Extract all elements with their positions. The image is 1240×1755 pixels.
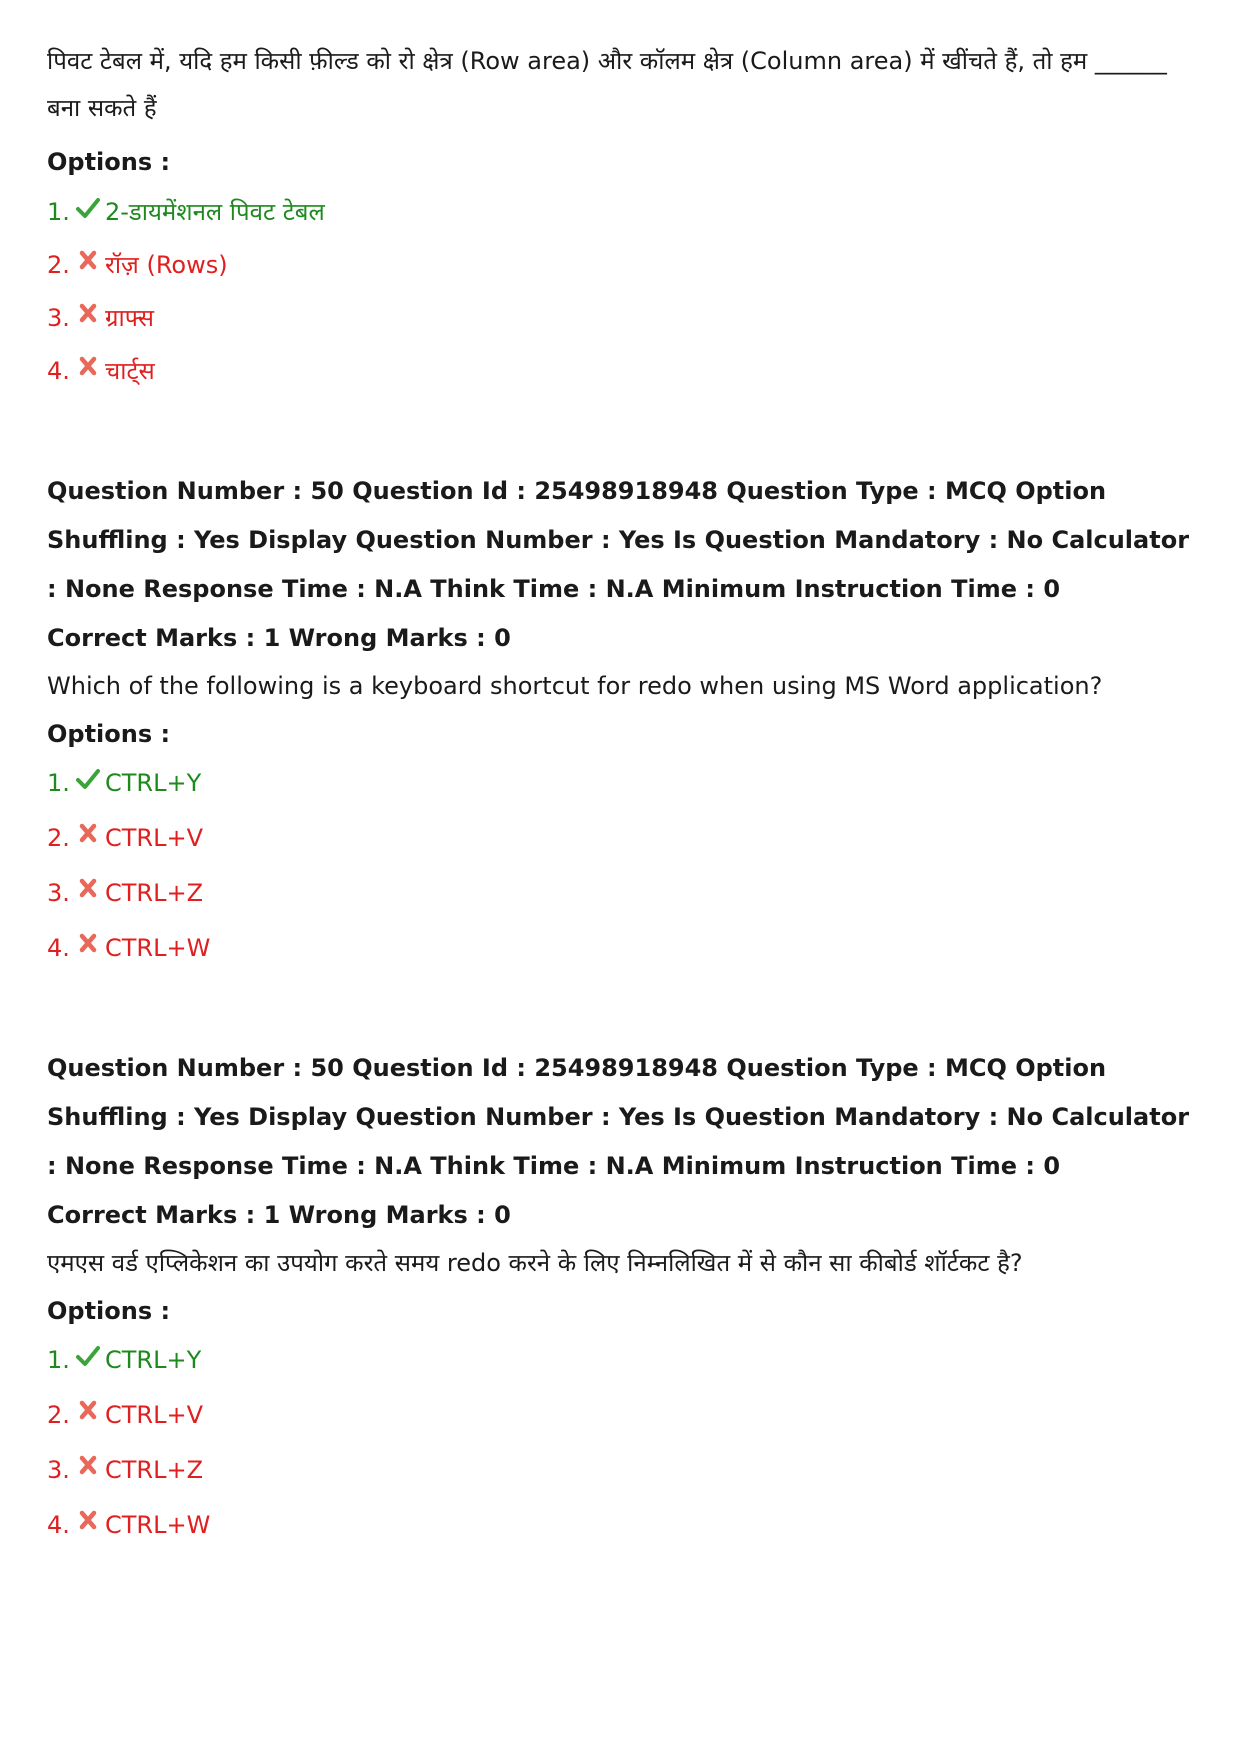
option-1 <box>47 194 1197 230</box>
option-text: CTRL+Y <box>105 769 202 797</box>
option-text: CTRL+V <box>105 824 203 852</box>
option-3 <box>47 875 1197 911</box>
option-2 <box>47 247 1197 283</box>
options-heading: Options : <box>47 148 171 176</box>
question-text: पिवट टेबल में, यदि हम किसी फ़ील्ड को रो क्षेत्र (Row area) और कॉलम क्षेत्र (Column area) में खींचते हैं, तो हम ______ बना सकते हैं <box>47 47 1167 122</box>
option-number: 4. <box>47 1511 70 1539</box>
options-list <box>47 1342 1197 1543</box>
question-marks: Correct Marks : 1 Wrong Marks : 0 <box>47 1201 511 1229</box>
question-text: Which of the following is a keyboard shortcut for redo when using MS Word application? <box>47 672 1103 700</box>
option-2 <box>47 1397 1197 1433</box>
option-number: 3. <box>47 304 70 332</box>
cross-icon <box>75 354 101 380</box>
option-text: CTRL+Z <box>105 1456 204 1484</box>
options-list <box>47 194 1197 389</box>
check-icon <box>75 766 101 792</box>
cross-icon <box>75 1398 101 1424</box>
option-4 <box>47 353 1197 389</box>
option-3 <box>47 1452 1197 1488</box>
option-text: रॉज़ (Rows) <box>105 251 228 279</box>
option-number: 1. <box>47 1346 70 1374</box>
question-meta: Question Number : 50 Question Id : 25498918948 Question Type : MCQ Option Shuffling : Yes Display Question Number : Yes Is Question Mandatory : No Calculator : None Response Time : N.A Think Time : N.A Minimum Instruction Time : 0 <box>47 477 1190 603</box>
question-block-3 <box>47 1044 1197 1543</box>
option-4 <box>47 930 1197 966</box>
option-text: CTRL+V <box>105 1401 203 1429</box>
option-number: 1. <box>47 198 70 226</box>
question-block-1 <box>47 38 1197 389</box>
cross-icon <box>75 1508 101 1534</box>
question-meta: Question Number : 50 Question Id : 25498918948 Question Type : MCQ Option Shuffling : Yes Display Question Number : Yes Is Question Mandatory : No Calculator : None Response Time : N.A Think Time : N.A Minimum Instruction Time : 0 <box>47 1054 1190 1180</box>
option-number: 3. <box>47 1456 70 1484</box>
option-text: CTRL+W <box>105 1511 211 1539</box>
options-list <box>47 765 1197 966</box>
option-number: 4. <box>47 357 70 385</box>
cross-icon <box>75 301 101 327</box>
option-text: ग्राफ्स <box>105 304 154 332</box>
check-icon <box>75 1343 101 1369</box>
option-text: चार्ट्स <box>105 357 155 385</box>
option-number: 2. <box>47 1401 70 1429</box>
options-heading: Options : <box>47 1297 171 1325</box>
question-paper <box>47 38 1197 1543</box>
option-text: CTRL+W <box>105 934 211 962</box>
option-number: 3. <box>47 879 70 907</box>
option-2 <box>47 820 1197 856</box>
cross-icon <box>75 821 101 847</box>
options-heading: Options : <box>47 720 171 748</box>
option-text: CTRL+Z <box>105 879 204 907</box>
option-number: 2. <box>47 251 70 279</box>
question-block-2 <box>47 467 1197 966</box>
option-number: 2. <box>47 824 70 852</box>
cross-icon <box>75 876 101 902</box>
option-text: CTRL+Y <box>105 1346 202 1374</box>
question-text: एमएस वर्ड एप्लिकेशन का उपयोग करते समय redo करने के लिए निम्नलिखित में से कौन सा कीबोर्ड शॉर्टकट है? <box>47 1249 1023 1277</box>
option-4 <box>47 1507 1197 1543</box>
option-number: 1. <box>47 769 70 797</box>
option-1 <box>47 765 1197 801</box>
cross-icon <box>75 248 101 274</box>
cross-icon <box>75 931 101 957</box>
question-marks: Correct Marks : 1 Wrong Marks : 0 <box>47 624 511 652</box>
cross-icon <box>75 1453 101 1479</box>
option-3 <box>47 300 1197 336</box>
check-icon <box>75 195 101 221</box>
option-1 <box>47 1342 1197 1378</box>
option-number: 4. <box>47 934 70 962</box>
option-text: 2-डायमेंशनल पिवट टेबल <box>105 198 325 226</box>
